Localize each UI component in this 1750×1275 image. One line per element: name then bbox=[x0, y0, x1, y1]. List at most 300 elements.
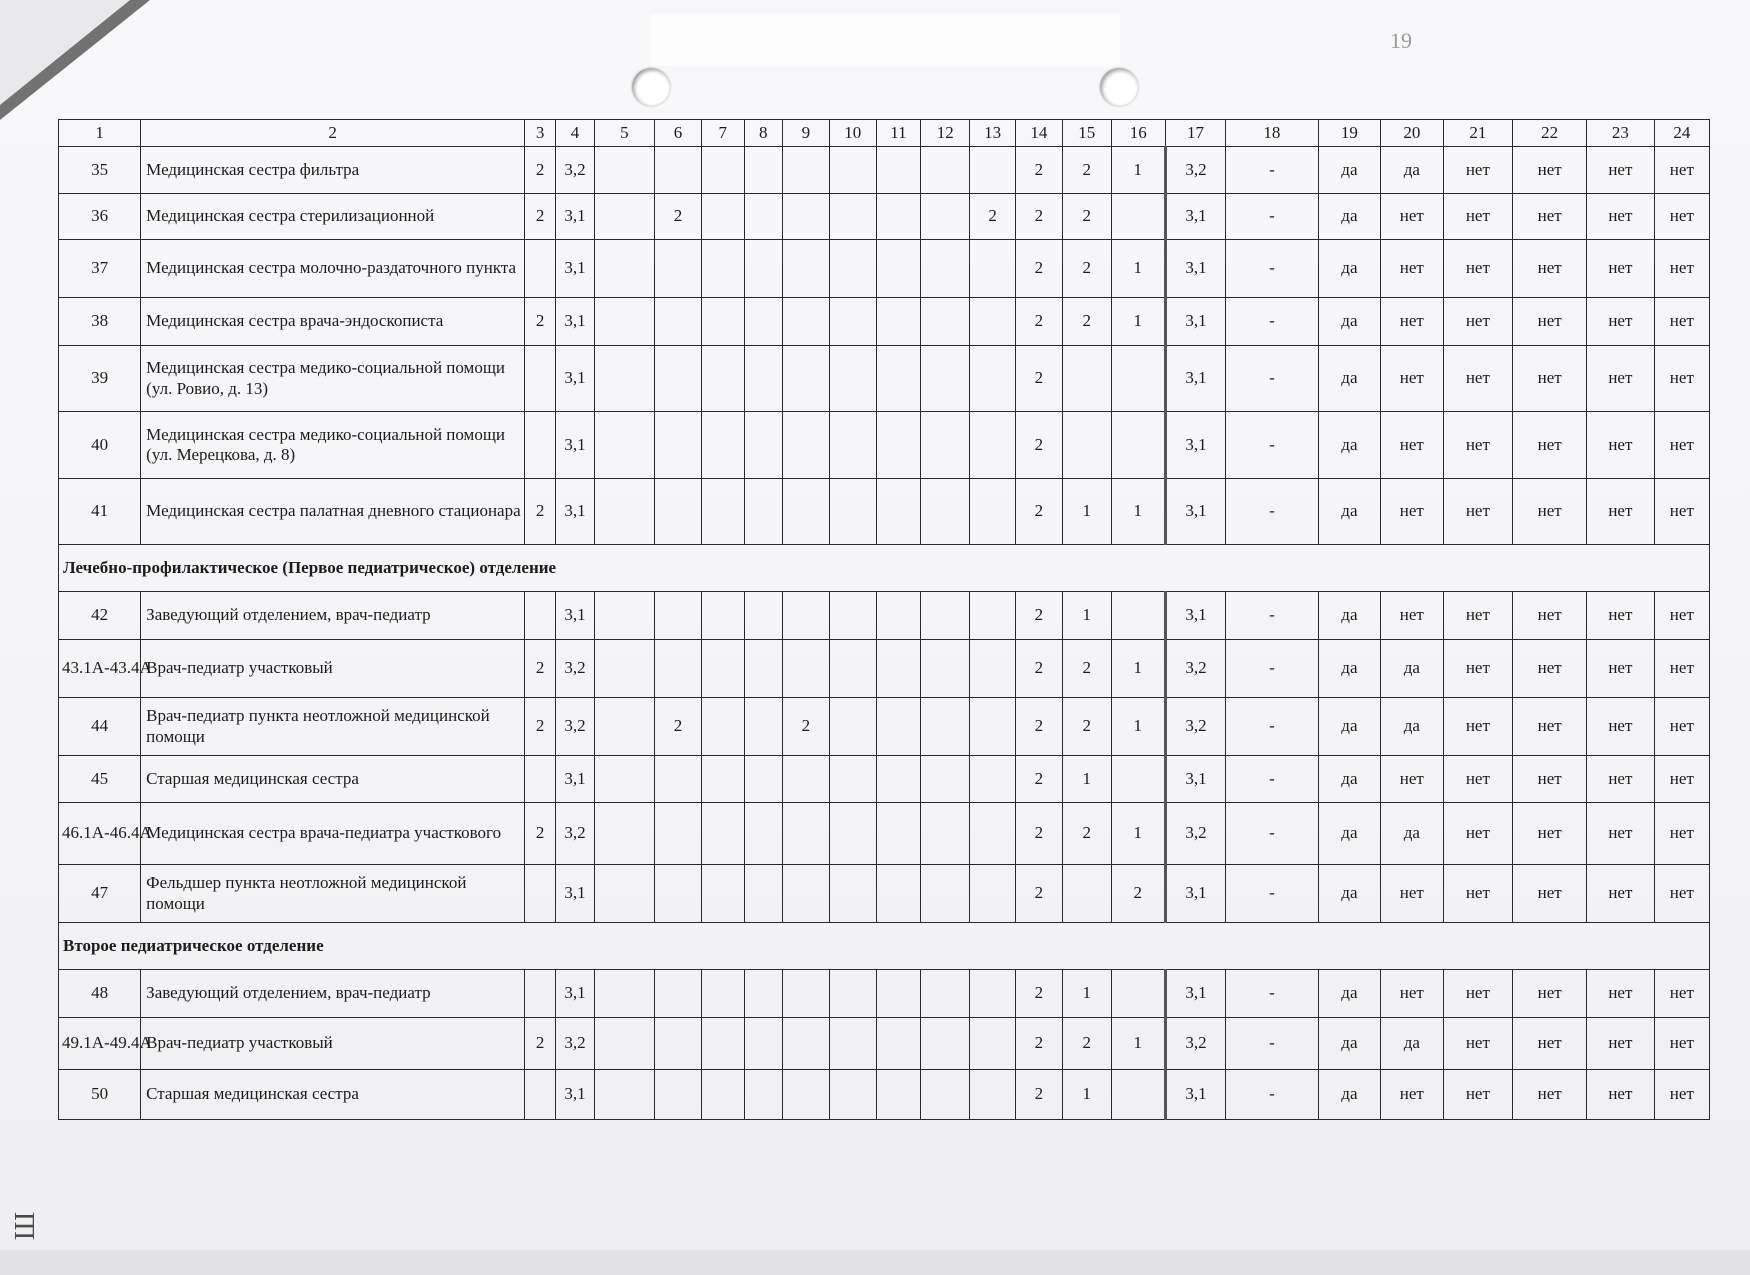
value-cell bbox=[970, 1070, 1016, 1120]
value-cell bbox=[744, 240, 782, 298]
value-cell: 3,1 bbox=[556, 1070, 594, 1120]
value-cell: - bbox=[1226, 970, 1319, 1018]
value-cell bbox=[876, 698, 921, 756]
position-name-cell: Медицинская сестра врача-эндоскописта bbox=[141, 298, 525, 346]
scan-edge bbox=[0, 1250, 1750, 1275]
value-cell: нет bbox=[1654, 479, 1709, 545]
value-cell: 2 bbox=[1062, 298, 1111, 346]
row-number-cell: 42 bbox=[59, 592, 141, 640]
value-cell bbox=[525, 756, 556, 803]
value-cell: - bbox=[1226, 592, 1319, 640]
value-cell: 1 bbox=[1111, 698, 1165, 756]
value-cell bbox=[744, 592, 782, 640]
value-cell: нет bbox=[1381, 240, 1443, 298]
value-cell: да bbox=[1318, 298, 1380, 346]
value-cell bbox=[783, 756, 830, 803]
value-cell: нет bbox=[1513, 240, 1587, 298]
value-cell: 3,1 bbox=[1165, 298, 1225, 346]
value-cell bbox=[783, 970, 830, 1018]
column-number-row bbox=[59, 120, 1710, 147]
value-cell bbox=[829, 1070, 876, 1120]
value-cell bbox=[970, 1018, 1016, 1070]
value-cell: 2 bbox=[970, 194, 1016, 240]
value-cell bbox=[921, 803, 970, 865]
value-cell bbox=[744, 640, 782, 698]
value-cell bbox=[921, 1018, 970, 1070]
position-name-cell: Врач-педиатр пункта неотложной медицинской помощи bbox=[141, 698, 525, 756]
value-cell: нет bbox=[1587, 1070, 1655, 1120]
value-cell bbox=[970, 756, 1016, 803]
value-cell: да bbox=[1318, 970, 1380, 1018]
position-name-cell: Медицинская сестра медико-социальной помощи (ул. Мерецкова, д. 8) bbox=[141, 412, 525, 479]
value-cell: нет bbox=[1443, 803, 1513, 865]
value-cell bbox=[655, 346, 702, 412]
value-cell bbox=[921, 194, 970, 240]
position-name-cell: Фельдшер пункта неотложной медицинской помощи bbox=[141, 865, 525, 923]
row-number-cell: 43.1А-43.4А bbox=[59, 640, 141, 698]
table-row bbox=[59, 240, 1710, 298]
section-header-row bbox=[59, 923, 1710, 970]
value-cell: нет bbox=[1587, 240, 1655, 298]
page-number-mark: 19 bbox=[1390, 28, 1412, 53]
value-cell: 3,2 bbox=[556, 1018, 594, 1070]
row-number-cell: 41 bbox=[59, 479, 141, 545]
value-cell: - bbox=[1226, 1018, 1319, 1070]
position-name-cell: Старшая медицинская сестра bbox=[141, 1070, 525, 1120]
value-cell: 3,1 bbox=[556, 298, 594, 346]
value-cell: нет bbox=[1587, 592, 1655, 640]
value-cell: нет bbox=[1381, 756, 1443, 803]
value-cell: 3,1 bbox=[556, 240, 594, 298]
value-cell bbox=[594, 479, 654, 545]
value-cell: 3,1 bbox=[556, 592, 594, 640]
value-cell: 3,2 bbox=[1165, 640, 1225, 698]
value-cell: да bbox=[1381, 698, 1443, 756]
value-cell: нет bbox=[1443, 1018, 1513, 1070]
row-number-cell: 46.1А-46.4А bbox=[59, 803, 141, 865]
value-cell bbox=[655, 756, 702, 803]
value-cell: нет bbox=[1513, 865, 1587, 923]
column-number-5: 5 bbox=[594, 120, 654, 147]
value-cell: нет bbox=[1443, 147, 1513, 194]
column-number-1: 1 bbox=[59, 120, 141, 147]
value-cell bbox=[744, 803, 782, 865]
value-cell: 2 bbox=[1062, 698, 1111, 756]
value-cell bbox=[594, 147, 654, 194]
value-cell: 1 bbox=[1111, 147, 1165, 194]
value-cell bbox=[921, 1070, 970, 1120]
value-cell: нет bbox=[1587, 970, 1655, 1018]
value-cell: нет bbox=[1443, 194, 1513, 240]
value-cell: нет bbox=[1587, 756, 1655, 803]
value-cell bbox=[655, 479, 702, 545]
value-cell bbox=[783, 1018, 830, 1070]
value-cell bbox=[876, 1070, 921, 1120]
value-cell: 2 bbox=[1016, 756, 1063, 803]
column-number-13: 13 bbox=[970, 120, 1016, 147]
value-cell bbox=[701, 346, 744, 412]
value-cell bbox=[655, 865, 702, 923]
value-cell: нет bbox=[1654, 194, 1709, 240]
value-cell bbox=[701, 698, 744, 756]
value-cell: 3,1 bbox=[556, 865, 594, 923]
value-cell: 1 bbox=[1062, 756, 1111, 803]
value-cell: нет bbox=[1654, 298, 1709, 346]
column-number-15: 15 bbox=[1062, 120, 1111, 147]
value-cell bbox=[655, 640, 702, 698]
value-cell bbox=[655, 803, 702, 865]
value-cell: нет bbox=[1587, 346, 1655, 412]
position-name-cell: Медицинская сестра врача-педиатра участкового bbox=[141, 803, 525, 865]
value-cell: нет bbox=[1654, 1070, 1709, 1120]
column-number-19: 19 bbox=[1318, 120, 1380, 147]
value-cell: 3,2 bbox=[1165, 1018, 1225, 1070]
value-cell: да bbox=[1318, 756, 1380, 803]
value-cell bbox=[970, 592, 1016, 640]
value-cell: нет bbox=[1513, 147, 1587, 194]
value-cell: нет bbox=[1513, 698, 1587, 756]
value-cell: 2 bbox=[1111, 865, 1165, 923]
value-cell: 2 bbox=[1016, 1018, 1063, 1070]
value-cell: 2 bbox=[1062, 1018, 1111, 1070]
table-row bbox=[59, 194, 1710, 240]
value-cell bbox=[1111, 756, 1165, 803]
value-cell bbox=[655, 592, 702, 640]
value-cell: 3,2 bbox=[556, 640, 594, 698]
value-cell bbox=[970, 479, 1016, 545]
column-number-16: 16 bbox=[1111, 120, 1165, 147]
value-cell bbox=[594, 803, 654, 865]
value-cell: нет bbox=[1381, 194, 1443, 240]
value-cell: 3,1 bbox=[556, 756, 594, 803]
column-number-10: 10 bbox=[829, 120, 876, 147]
value-cell: да bbox=[1318, 194, 1380, 240]
value-cell: 3,2 bbox=[1165, 803, 1225, 865]
value-cell: да bbox=[1318, 865, 1380, 923]
row-number-cell: 40 bbox=[59, 412, 141, 479]
value-cell bbox=[921, 479, 970, 545]
value-cell: 2 bbox=[525, 194, 556, 240]
value-cell: 3,1 bbox=[556, 412, 594, 479]
value-cell bbox=[829, 592, 876, 640]
value-cell bbox=[876, 412, 921, 479]
value-cell: 2 bbox=[525, 803, 556, 865]
row-number-cell: 47 bbox=[59, 865, 141, 923]
value-cell: нет bbox=[1381, 865, 1443, 923]
value-cell bbox=[1111, 970, 1165, 1018]
value-cell: нет bbox=[1654, 865, 1709, 923]
value-cell bbox=[655, 240, 702, 298]
value-cell: 2 bbox=[525, 479, 556, 545]
value-cell: нет bbox=[1381, 298, 1443, 346]
value-cell bbox=[701, 194, 744, 240]
value-cell: 1 bbox=[1111, 240, 1165, 298]
value-cell bbox=[744, 194, 782, 240]
column-number-7: 7 bbox=[701, 120, 744, 147]
value-cell bbox=[525, 1070, 556, 1120]
table-row bbox=[59, 1070, 1710, 1120]
position-name-cell: Медицинская сестра палатная дневного стационара bbox=[141, 479, 525, 545]
value-cell: нет bbox=[1513, 346, 1587, 412]
row-number-cell: 35 bbox=[59, 147, 141, 194]
value-cell bbox=[876, 865, 921, 923]
column-number-9: 9 bbox=[783, 120, 830, 147]
value-cell bbox=[525, 592, 556, 640]
value-cell: - bbox=[1226, 147, 1319, 194]
value-cell: нет bbox=[1587, 865, 1655, 923]
value-cell bbox=[876, 194, 921, 240]
column-number-18: 18 bbox=[1226, 120, 1319, 147]
value-cell bbox=[970, 640, 1016, 698]
value-cell bbox=[1111, 592, 1165, 640]
value-cell: нет bbox=[1587, 803, 1655, 865]
value-cell bbox=[744, 298, 782, 346]
value-cell: нет bbox=[1443, 698, 1513, 756]
value-cell bbox=[921, 147, 970, 194]
value-cell bbox=[594, 640, 654, 698]
value-cell bbox=[783, 1070, 830, 1120]
value-cell bbox=[970, 346, 1016, 412]
column-number-8: 8 bbox=[744, 120, 782, 147]
value-cell bbox=[921, 640, 970, 698]
value-cell: 2 bbox=[525, 298, 556, 346]
value-cell bbox=[1062, 346, 1111, 412]
value-cell: 1 bbox=[1062, 1070, 1111, 1120]
value-cell: 3,1 bbox=[556, 194, 594, 240]
value-cell: 2 bbox=[1016, 412, 1063, 479]
value-cell bbox=[655, 147, 702, 194]
value-cell: нет bbox=[1587, 194, 1655, 240]
value-cell bbox=[829, 756, 876, 803]
value-cell: нет bbox=[1443, 412, 1513, 479]
punch-hole-right bbox=[1100, 68, 1138, 106]
position-name-cell: Медицинская сестра медико-социальной помощи (ул. Ровио, д. 13) bbox=[141, 346, 525, 412]
value-cell: 2 bbox=[1016, 698, 1063, 756]
value-cell: нет bbox=[1587, 298, 1655, 346]
value-cell bbox=[1111, 194, 1165, 240]
value-cell: нет bbox=[1654, 803, 1709, 865]
value-cell bbox=[1111, 1070, 1165, 1120]
value-cell bbox=[701, 1070, 744, 1120]
table-row bbox=[59, 803, 1710, 865]
value-cell: - bbox=[1226, 298, 1319, 346]
value-cell bbox=[655, 1018, 702, 1070]
position-name-cell: Врач-педиатр участковый bbox=[141, 1018, 525, 1070]
value-cell: нет bbox=[1513, 1070, 1587, 1120]
value-cell bbox=[783, 346, 830, 412]
value-cell: 2 bbox=[1016, 479, 1063, 545]
value-cell bbox=[744, 698, 782, 756]
value-cell: да bbox=[1318, 1018, 1380, 1070]
value-cell: да bbox=[1318, 147, 1380, 194]
value-cell: нет bbox=[1654, 970, 1709, 1018]
value-cell: нет bbox=[1513, 756, 1587, 803]
value-cell: нет bbox=[1587, 147, 1655, 194]
value-cell: 3,1 bbox=[1165, 479, 1225, 545]
value-cell bbox=[594, 1018, 654, 1070]
value-cell bbox=[829, 298, 876, 346]
position-name-cell: Старшая медицинская сестра bbox=[141, 756, 525, 803]
table-row bbox=[59, 698, 1710, 756]
table-row bbox=[59, 298, 1710, 346]
value-cell: 2 bbox=[1062, 240, 1111, 298]
value-cell bbox=[970, 970, 1016, 1018]
value-cell: 2 bbox=[1062, 194, 1111, 240]
value-cell bbox=[655, 1070, 702, 1120]
value-cell: нет bbox=[1513, 970, 1587, 1018]
value-cell bbox=[829, 147, 876, 194]
value-cell: 3,1 bbox=[556, 346, 594, 412]
value-cell bbox=[783, 194, 830, 240]
row-number-cell: 45 bbox=[59, 756, 141, 803]
punch-hole-left bbox=[632, 68, 670, 106]
table-row bbox=[59, 970, 1710, 1018]
value-cell: - bbox=[1226, 479, 1319, 545]
row-number-cell: 38 bbox=[59, 298, 141, 346]
value-cell bbox=[655, 298, 702, 346]
value-cell: нет bbox=[1513, 803, 1587, 865]
value-cell: нет bbox=[1587, 479, 1655, 545]
value-cell bbox=[525, 865, 556, 923]
column-number-12: 12 bbox=[921, 120, 970, 147]
value-cell bbox=[701, 479, 744, 545]
table-row bbox=[59, 756, 1710, 803]
value-cell: нет bbox=[1443, 865, 1513, 923]
value-cell: нет bbox=[1381, 592, 1443, 640]
value-cell: 2 bbox=[525, 698, 556, 756]
value-cell bbox=[744, 147, 782, 194]
value-cell bbox=[701, 298, 744, 346]
value-cell bbox=[1062, 412, 1111, 479]
value-cell: 1 bbox=[1111, 1018, 1165, 1070]
table-body bbox=[59, 147, 1710, 1120]
position-name-cell: Заведующий отделением, врач-педиатр bbox=[141, 970, 525, 1018]
table-row bbox=[59, 865, 1710, 923]
value-cell bbox=[921, 346, 970, 412]
value-cell: да bbox=[1318, 803, 1380, 865]
section-header-row bbox=[59, 545, 1710, 592]
value-cell bbox=[876, 298, 921, 346]
position-name-cell: Заведующий отделением, врач-педиатр bbox=[141, 592, 525, 640]
value-cell: 1 bbox=[1062, 970, 1111, 1018]
value-cell: - bbox=[1226, 865, 1319, 923]
value-cell: нет bbox=[1443, 298, 1513, 346]
value-cell bbox=[783, 298, 830, 346]
value-cell: да bbox=[1381, 640, 1443, 698]
value-cell bbox=[876, 803, 921, 865]
value-cell: 1 bbox=[1111, 479, 1165, 545]
value-cell: да bbox=[1318, 479, 1380, 545]
position-name-cell: Медицинская сестра молочно-раздаточного пункта bbox=[141, 240, 525, 298]
value-cell: да bbox=[1318, 1070, 1380, 1120]
value-cell: 2 bbox=[1016, 1070, 1063, 1120]
value-cell bbox=[876, 756, 921, 803]
table-row bbox=[59, 592, 1710, 640]
value-cell bbox=[701, 970, 744, 1018]
value-cell: нет bbox=[1381, 479, 1443, 545]
value-cell bbox=[594, 412, 654, 479]
value-cell: 3,1 bbox=[1165, 1070, 1225, 1120]
value-cell: - bbox=[1226, 412, 1319, 479]
value-cell bbox=[829, 346, 876, 412]
value-cell bbox=[1111, 412, 1165, 479]
value-cell: - bbox=[1226, 346, 1319, 412]
value-cell bbox=[829, 640, 876, 698]
value-cell: 2 bbox=[525, 147, 556, 194]
value-cell: 2 bbox=[525, 640, 556, 698]
value-cell: нет bbox=[1587, 698, 1655, 756]
value-cell: нет bbox=[1381, 346, 1443, 412]
value-cell bbox=[594, 194, 654, 240]
value-cell: да bbox=[1318, 346, 1380, 412]
value-cell: да bbox=[1381, 147, 1443, 194]
value-cell bbox=[701, 147, 744, 194]
value-cell: 2 bbox=[783, 698, 830, 756]
value-cell: нет bbox=[1513, 412, 1587, 479]
table-row bbox=[59, 479, 1710, 545]
value-cell: да bbox=[1318, 698, 1380, 756]
value-cell: - bbox=[1226, 240, 1319, 298]
value-cell: 2 bbox=[1016, 194, 1063, 240]
value-cell bbox=[829, 803, 876, 865]
value-cell bbox=[744, 346, 782, 412]
column-number-6: 6 bbox=[655, 120, 702, 147]
value-cell: да bbox=[1318, 640, 1380, 698]
row-number-cell: 49.1А-49.4А bbox=[59, 1018, 141, 1070]
value-cell: 1 bbox=[1062, 479, 1111, 545]
value-cell bbox=[655, 412, 702, 479]
column-number-11: 11 bbox=[876, 120, 921, 147]
value-cell: да bbox=[1318, 412, 1380, 479]
value-cell: 3,1 bbox=[1165, 346, 1225, 412]
value-cell: нет bbox=[1654, 240, 1709, 298]
value-cell: нет bbox=[1587, 640, 1655, 698]
value-cell bbox=[783, 479, 830, 545]
value-cell: 2 bbox=[1016, 640, 1063, 698]
value-cell: нет bbox=[1654, 756, 1709, 803]
column-number-17: 17 bbox=[1165, 120, 1225, 147]
value-cell: 1 bbox=[1062, 592, 1111, 640]
value-cell bbox=[970, 147, 1016, 194]
value-cell bbox=[594, 865, 654, 923]
working-conditions-table bbox=[58, 119, 1710, 1120]
value-cell: нет bbox=[1443, 240, 1513, 298]
column-number-21: 21 bbox=[1443, 120, 1513, 147]
value-cell: 3,2 bbox=[1165, 147, 1225, 194]
value-cell bbox=[921, 592, 970, 640]
value-cell bbox=[921, 698, 970, 756]
value-cell: - bbox=[1226, 698, 1319, 756]
value-cell bbox=[876, 240, 921, 298]
value-cell: нет bbox=[1381, 970, 1443, 1018]
value-cell: 2 bbox=[1062, 640, 1111, 698]
value-cell bbox=[783, 803, 830, 865]
value-cell: да bbox=[1381, 803, 1443, 865]
value-cell bbox=[829, 970, 876, 1018]
value-cell: нет bbox=[1513, 1018, 1587, 1070]
value-cell: нет bbox=[1654, 147, 1709, 194]
value-cell bbox=[594, 240, 654, 298]
value-cell bbox=[744, 412, 782, 479]
value-cell bbox=[783, 147, 830, 194]
column-number-2: 2 bbox=[141, 120, 525, 147]
value-cell bbox=[970, 412, 1016, 479]
value-cell bbox=[921, 970, 970, 1018]
value-cell: нет bbox=[1513, 640, 1587, 698]
column-number-22: 22 bbox=[1513, 120, 1587, 147]
value-cell: 3,2 bbox=[1165, 698, 1225, 756]
value-cell: 2 bbox=[655, 698, 702, 756]
